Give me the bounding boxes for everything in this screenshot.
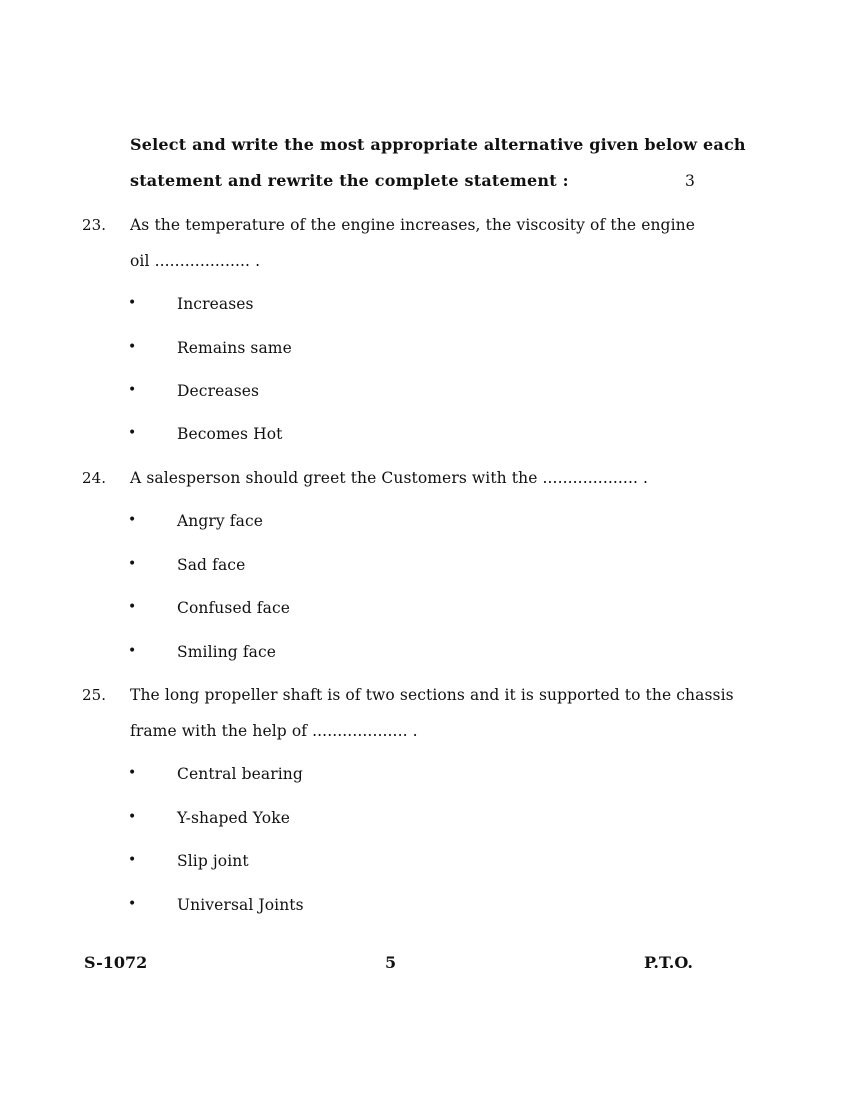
bullet-icon: •: [128, 599, 137, 615]
question-25-option-2: Y-shaped Yoke: [177, 809, 290, 827]
question-23-option-4: Becomes Hot: [177, 425, 283, 443]
bullet-icon: •: [128, 643, 137, 659]
bullet-icon: •: [128, 339, 137, 355]
bullet-icon: •: [128, 556, 137, 572]
question-24-option-4: Smiling face: [177, 643, 277, 661]
question-25-option-3: Slip joint: [177, 852, 249, 870]
question-25-option-4: Universal Joints: [177, 896, 304, 914]
page-number: 5: [385, 953, 397, 972]
instruction-line-1: Select and write the most appropriate alternative given below each: [130, 135, 746, 154]
question-25-line-2: frame with the help of ................... .: [130, 722, 418, 740]
question-23-line-1: As the temperature of the engine increases, the viscosity of the engine: [130, 216, 695, 234]
question-23-number: 23.: [82, 216, 107, 234]
bullet-icon: •: [128, 425, 137, 441]
bullet-icon: •: [128, 765, 137, 781]
paper-code: S-1072: [84, 953, 148, 972]
question-23-line-2: oil ................... .: [130, 252, 261, 270]
pto-label: P.T.O.: [644, 953, 693, 972]
question-24-number: 24.: [82, 469, 107, 487]
question-24-option-3: Confused face: [177, 599, 291, 617]
bullet-icon: •: [128, 896, 137, 912]
question-23-option-2: Remains same: [177, 339, 292, 357]
question-25-number: 25.: [82, 686, 107, 704]
question-23-option-1: Increases: [177, 295, 254, 313]
question-24-line-1: A salesperson should greet the Customers with the ................... .: [130, 469, 649, 487]
bullet-icon: •: [128, 809, 137, 825]
question-24-option-1: Angry face: [177, 512, 264, 530]
question-25-option-1: Central bearing: [177, 765, 303, 783]
instruction-marks: 3: [685, 172, 695, 190]
bullet-icon: •: [128, 382, 137, 398]
bullet-icon: •: [128, 852, 137, 868]
instruction-line-2: statement and rewrite the complete statement :: [130, 171, 569, 190]
question-23-option-3: Decreases: [177, 382, 260, 400]
question-25-line-1: The long propeller shaft is of two sections and it is supported to the chassis: [130, 686, 734, 704]
bullet-icon: •: [128, 512, 137, 528]
bullet-icon: •: [128, 295, 137, 311]
question-24-option-2: Sad face: [177, 556, 246, 574]
